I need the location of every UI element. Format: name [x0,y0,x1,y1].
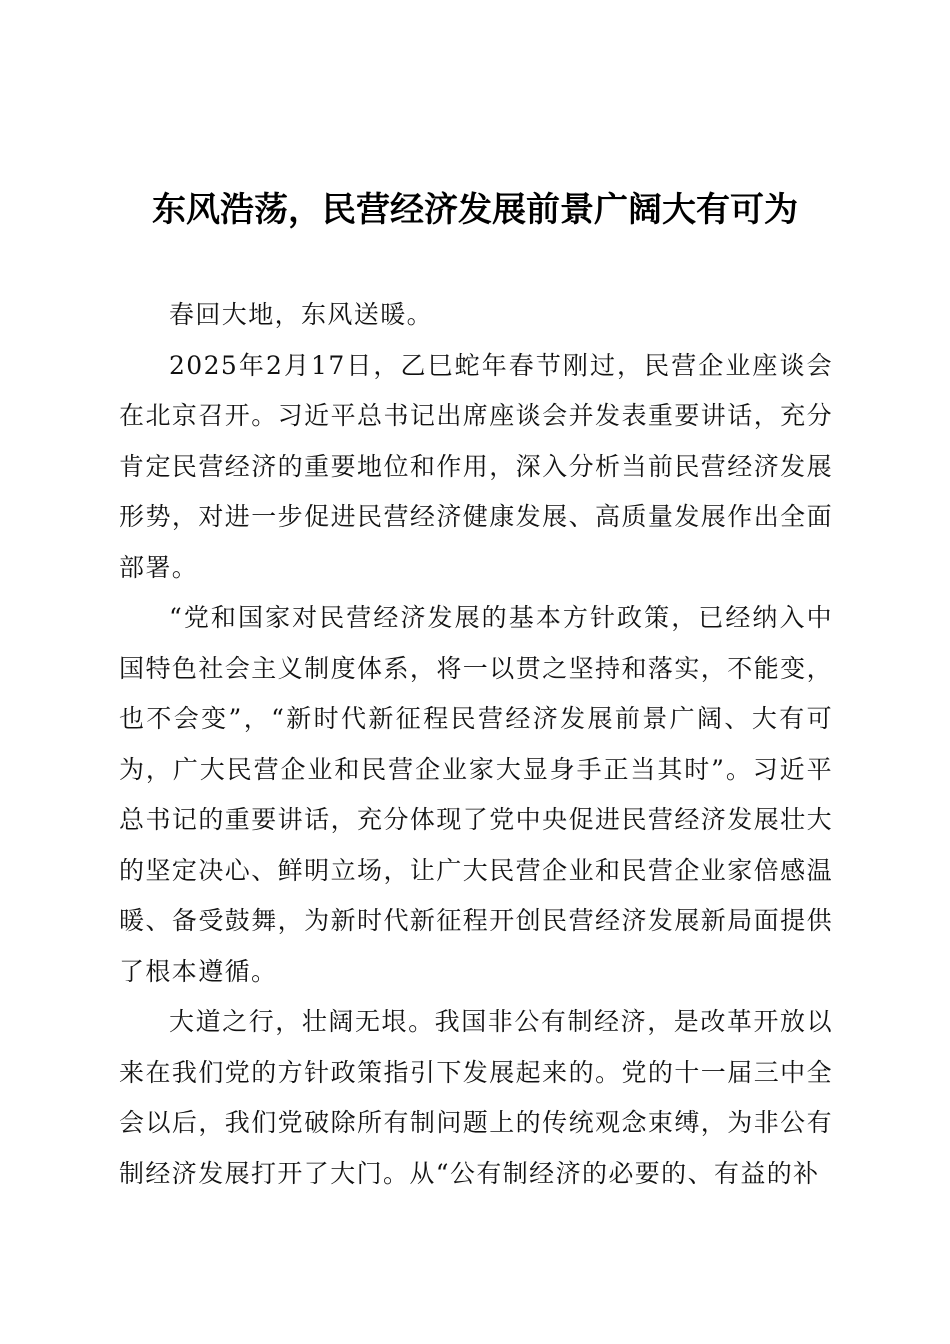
document-title: 东风浩荡，民营经济发展前景广阔大有可为 [152,190,798,230]
paragraph-3: “党和国家对民营经济发展的基本方针政策，已经纳入中国特色社会主义制度体系，将一以贯之坚持和落实，不能变，也不会变”，“新时代新征程民营经济发展前景广阔、大有可为，广大民营企业和民营企业家大显身手正当其时”。习近平总书记的重要讲话，充分体现了党中央促进民营经济发展壮大的坚定决心、鲜明立场，让广大民营企业和民营企业家倍感温暖、备受鼓舞，为新时代新征程开创民营经济发展新局面提供了根本遵循。 [119,603,833,986]
paragraph-1: 春回大地，东风送暖。 [169,300,434,329]
paragraph-4: 大道之行，壮阔无垠。我国非公有制经济，是改革开放以来在我们党的方针政策指引下发展起来的。党的十一届三中全会以后，我们党破除所有制问题上的传统观念束缚，为非公有制经济发展打开了大门。从“公有制经济的必要的、有益的补 [119,1007,833,1188]
paragraph-2: 2025年2月17日，乙巳蛇年春节刚过，民营企业座谈会在北京召开。习近平总书记出席座谈会并发表重要讲话，充分肯定民营经济的重要地位和作用，深入分析当前民营经济发展形势，对进一步促进民营经济健康发展、高质量发展作出全面部署。 [119,350,833,582]
document-body [119,290,833,1199]
